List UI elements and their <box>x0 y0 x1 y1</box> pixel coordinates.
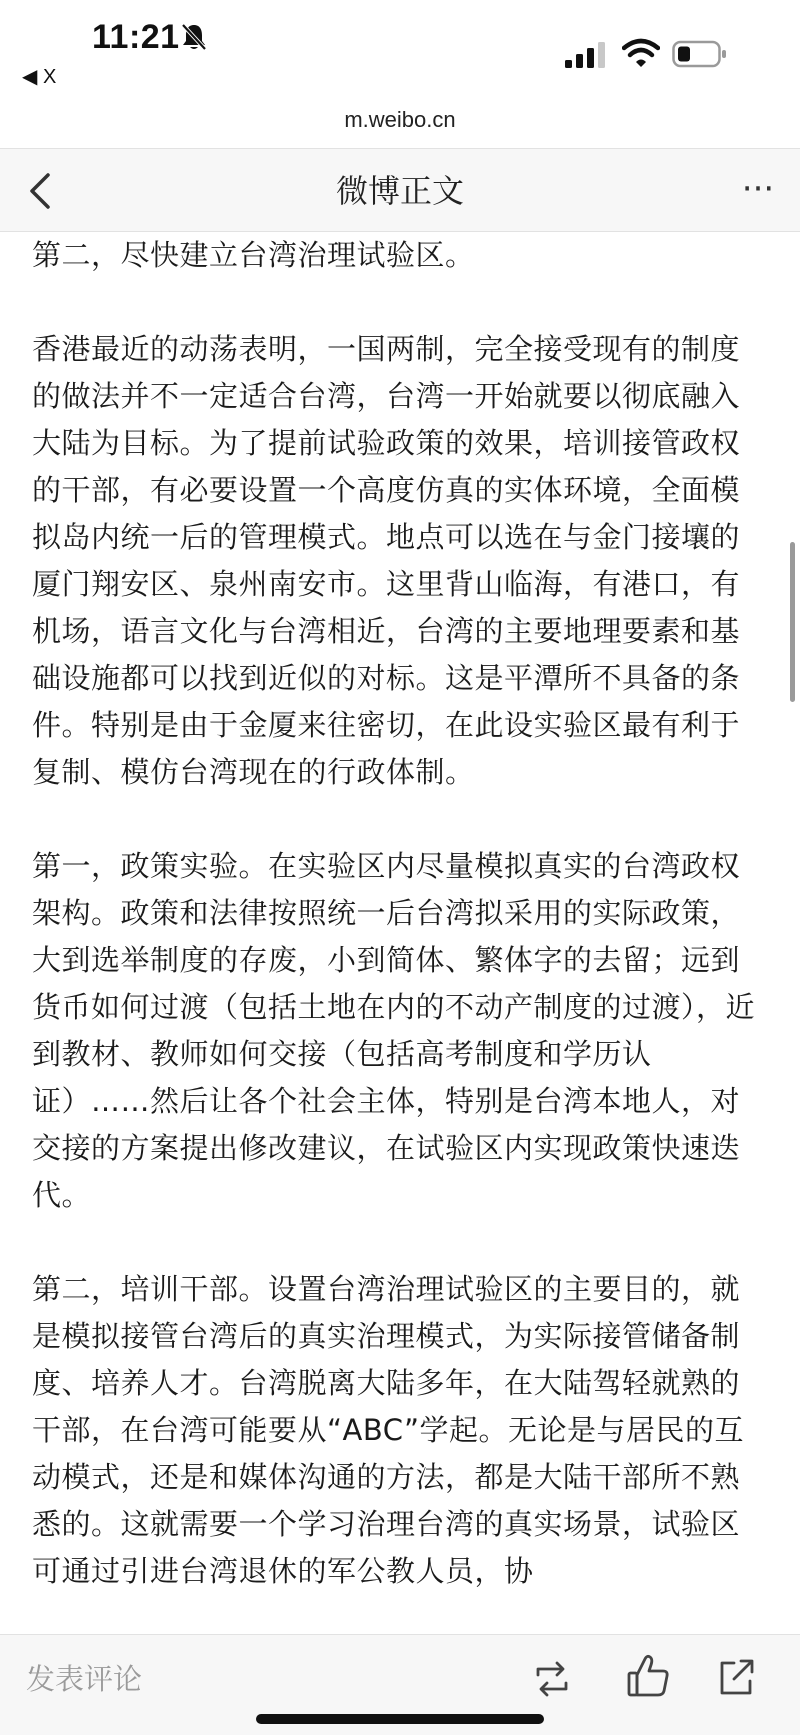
status-bar <box>0 0 800 100</box>
comment-input[interactable]: 发表评论 <box>26 1662 143 1696</box>
bell-slash-icon <box>180 22 208 52</box>
wifi-icon <box>622 38 660 68</box>
paragraph: 第一，政策实验。在实验区内尽量模拟真实的台湾政权架构。政策和法律按照统一后台湾拟采用的实际政策，大到选举制度的存废，小到简体、繁体字的去留；远到货币如何过渡（包括土地在内的不动产制度的过渡），近到教材、教师如何交接（包括高考制度和学历认证）……然后让各个社会主体，特别是台湾本地人，对交接的方案提出修改建议，在试验区内实现政策快速迭代。 <box>32 849 756 1212</box>
home-indicator[interactable] <box>256 1714 544 1724</box>
page-header <box>0 148 800 232</box>
page-title: 微博正文 <box>335 172 464 210</box>
paragraph: 第二，尽快建立台湾治理试验区。 <box>32 238 475 272</box>
paragraph: 香港最近的动荡表明，一国两制，完全接受现有的制度的做法并不一定适合台湾，台湾一开始就要以彻底融入大陆为目标。为了提前试验政策的效果，培训接管政权的干部，有必要设置一个高度仿真的实体环境，全面模拟岛内统一后的管理模式。地点可以选在与金门接壤的厦门翔安区、泉州南安市。这里背山临海，有港口，有机场，语言文化与台湾相近，台湾的主要地理要素和基础设施都可以找到近似的对标。这是平潭所不具备的条件。特别是由于金厦来往密切，在此设实验区最有利于复制、模仿台湾现在的行政体制。 <box>32 332 741 789</box>
url-bar[interactable] <box>0 100 800 148</box>
signal-icon <box>565 42 607 68</box>
share-icon[interactable] <box>714 1655 758 1699</box>
more-icon[interactable]: ··· <box>741 169 775 209</box>
status-time: 11:21 <box>92 18 180 56</box>
article-body <box>32 232 768 1634</box>
paragraph-spacer <box>32 279 768 326</box>
like-icon[interactable] <box>626 1653 670 1699</box>
back-to-app-link[interactable]: ◀ X <box>22 66 57 88</box>
chevron-left-icon[interactable] <box>24 169 60 213</box>
paragraph-spacer <box>32 796 768 843</box>
paragraph: 第二，培训干部。设置台湾治理试验区的主要目的，就是模拟接管台湾后的真实治理模式，为实际接管储备制度、培养人才。台湾脱离大陆多年，在大陆驾轻就熟的干部，在台湾可能要从“ABC”学起。无论是与居民的互动模式，还是和媒体沟通的方法，都是大陆干部所不熟悉的。这就需要一个学习治理台湾的真实场景，试验区可通过引进台湾退休的军公教人员，协 <box>32 1272 745 1588</box>
paragraph-spacer <box>32 1219 768 1266</box>
battery-icon <box>672 40 728 68</box>
scrollbar[interactable] <box>790 542 795 702</box>
repost-icon[interactable] <box>530 1657 574 1701</box>
url-text: m.weibo.cn <box>344 107 456 132</box>
